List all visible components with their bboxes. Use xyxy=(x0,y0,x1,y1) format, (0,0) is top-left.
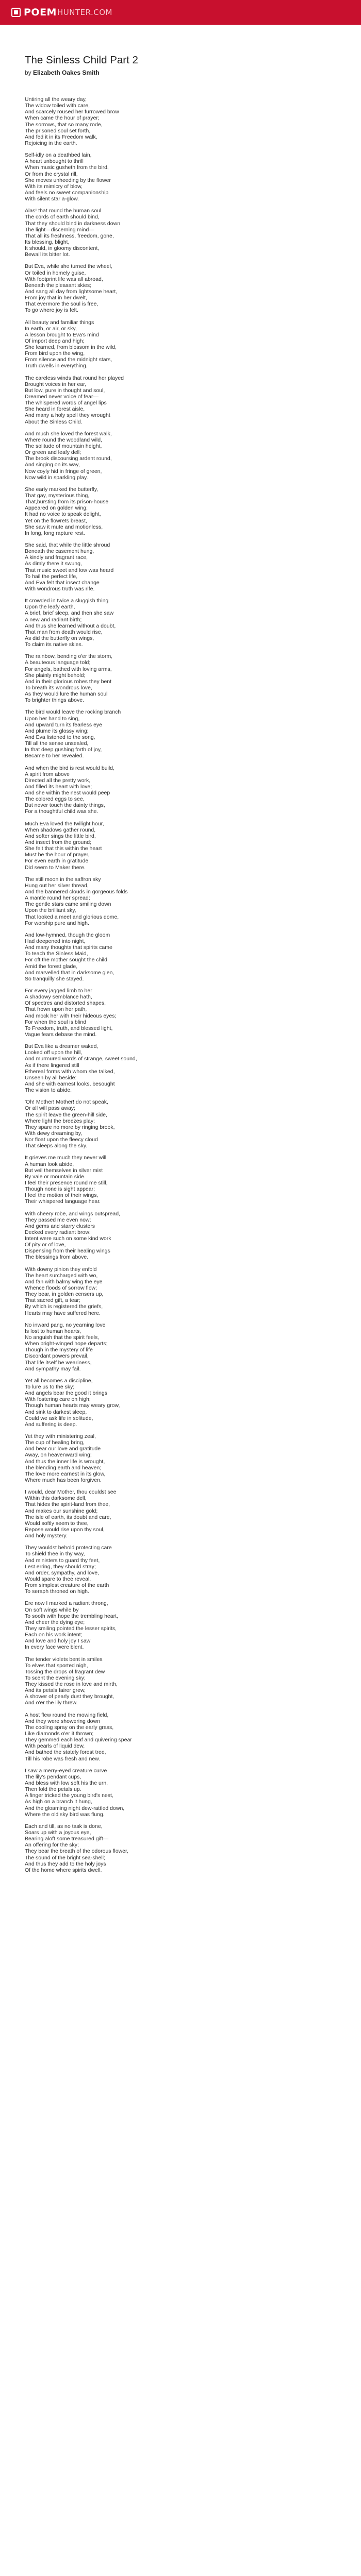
poem-line: Dispensing from their healing wings xyxy=(25,1248,110,1255)
poem-line: But low, pure in thought and soul, xyxy=(25,387,105,394)
logo-main-text: POEM xyxy=(24,7,57,18)
poem-line: The brook discoursing ardent round, xyxy=(25,455,112,462)
poem-line: The rainbow, bending o'er the storm, xyxy=(25,653,113,660)
poem-line: And she within the nest would peep xyxy=(25,790,110,796)
poem-line: And thus she learned without a doubt, xyxy=(25,622,116,629)
poem-stanza xyxy=(25,932,334,982)
poem-line: Beneath the pleasant skies; xyxy=(25,282,92,289)
poem-line: And its petals fairer grew, xyxy=(25,1687,86,1694)
poem-line: Nor float upon the fleecy cloud xyxy=(25,1137,98,1143)
poem-line: With dewy dreaming by, xyxy=(25,1130,83,1137)
poem-line: And scarcely roused her furrowed brow xyxy=(25,109,119,115)
poem-byline xyxy=(25,69,334,77)
poem-line: With footprint life was all abroad, xyxy=(25,276,103,282)
poem-line: Amid the forest glade, xyxy=(25,963,78,970)
poem-line: And in their glorious robes they bent xyxy=(25,678,112,685)
poem-line: The heart surcharged with wo, xyxy=(25,1272,98,1279)
poem-line: That life itself be weariness, xyxy=(25,1359,92,1366)
poem-line: Now coyly hid in fringe of green, xyxy=(25,468,102,474)
poem-line: And fed it in its Freedom walk, xyxy=(25,133,97,140)
poem-line: Upon the brilliant sky, xyxy=(25,907,76,914)
poem-line: And singing on its way, xyxy=(25,462,80,468)
poem-line: Appeared on golden wing; xyxy=(25,505,88,512)
poem-stanza xyxy=(25,1043,334,1093)
poem-stanza xyxy=(25,1600,334,1650)
poem-line: To sooth with hope the trembling heart, xyxy=(25,1613,118,1619)
poem-line: I would, dear Mother, thou couldst see xyxy=(25,1489,117,1496)
poem-line: She felt that this within the heart xyxy=(25,845,102,852)
poem-line: And sang all day from lightsome heart, xyxy=(25,288,118,295)
poem-line: 'Oh! Mother! Mother! do not speak, xyxy=(25,1099,108,1106)
poem-line: On soft wings while by xyxy=(25,1606,79,1613)
poem-line: With silent star a-glow. xyxy=(25,196,79,202)
poem-line: And suffering is deep. xyxy=(25,1421,77,1428)
poem-line: They spare no more by ringing brook, xyxy=(25,1124,115,1130)
poem-line: Self-idly on a deathbed lain, xyxy=(25,152,92,159)
poem-line: Bearing aloft some treasured gift— xyxy=(25,1836,109,1842)
poem-line: Had deepened into night, xyxy=(25,938,86,945)
poem-line: But veil themselves in silver mist xyxy=(25,1167,103,1174)
poem-line: Though human hearts may weary grow, xyxy=(25,1402,120,1409)
poem-line: The sound of the bright sea-shell; xyxy=(25,1854,105,1861)
poem-line: To shield thee in thy way, xyxy=(25,1551,85,1557)
site-logo-link[interactable] xyxy=(11,7,112,18)
poem-line: And bless with low soft his the urn, xyxy=(25,1780,108,1787)
poem-line: And they were showering down xyxy=(25,1718,100,1724)
poem-line: They kissed the rose in love and mirth, xyxy=(25,1681,118,1688)
poem-line: She heard in forest aisle, xyxy=(25,406,85,413)
poem-line: For angels, bathed with loving arms, xyxy=(25,666,112,672)
poem-line: The bird would leave the rocking branch xyxy=(25,709,121,716)
poem-line: They wouldst behold protecting care xyxy=(25,1545,112,1551)
poem-line: That they should bind in darkness down xyxy=(25,220,121,227)
logo-icon xyxy=(11,8,21,17)
poem-line: The blessings from above. xyxy=(25,1254,89,1261)
poem-line: It had no voice to speak delight, xyxy=(25,511,101,518)
poem-line: That evermore the soul is free, xyxy=(25,301,99,308)
poem-line: To claim its native skies. xyxy=(25,641,83,648)
poem-line: And Eva listened to the song, xyxy=(25,734,95,740)
poem-line: The widow toiled with care, xyxy=(25,103,90,109)
poem-stanza xyxy=(25,988,334,1038)
poem-line: She moves unheeding by the flower xyxy=(25,177,111,183)
poem-content xyxy=(0,25,334,1873)
poem-line: By vale or mountain side. xyxy=(25,1173,86,1180)
poem-line: Or from the crystal rill, xyxy=(25,171,78,177)
poem-line: That all its freshness, freedom, gone, xyxy=(25,232,114,239)
poem-line: She plainly might behold; xyxy=(25,672,86,679)
poem-line: And mock her with their hideous eyes; xyxy=(25,1012,117,1019)
poem-line: And marvelled that in darksome glen, xyxy=(25,969,114,976)
poem-line: To lure us to the sky; xyxy=(25,1384,75,1391)
poem-stanza xyxy=(25,821,334,871)
poem-line: As did the butterfly on wings, xyxy=(25,635,94,641)
poem-line: With downy pinion they enfold xyxy=(25,1266,97,1273)
poem-stanza xyxy=(25,542,334,592)
poem-line: They passed me even now; xyxy=(25,1216,91,1223)
poem-line: And filled its heart with love; xyxy=(25,783,92,790)
poem-line: To brighter things above. xyxy=(25,697,84,704)
poem-line: And much she loved the forest walk, xyxy=(25,430,112,437)
poem-line: When came the hour of prayer; xyxy=(25,115,100,122)
poem-line: The love more earnest in its glow, xyxy=(25,1470,106,1477)
poem-line: In long, long rapture rest. xyxy=(25,530,85,536)
poem-stanza xyxy=(25,375,334,425)
poem-line: The still moon in the saffron sky xyxy=(25,876,101,883)
poem-line: She early marked the butterfly, xyxy=(25,486,99,493)
poem-line: Of pity or of love, xyxy=(25,1242,66,1248)
poem-line: That music sweet and low was heard xyxy=(25,567,114,573)
poem-stanza xyxy=(25,1266,334,1316)
poem-line: For even earth in gratitude xyxy=(25,858,89,865)
poem-line: The blending earth and heaven; xyxy=(25,1464,102,1471)
poem-line: And plume its glossy wing; xyxy=(25,727,89,734)
poem-line: From bird upon the wing, xyxy=(25,350,85,357)
poem-line: She learned, from blossom in the wild, xyxy=(25,344,117,351)
poem-line: To Freedom, truth, and blessed light, xyxy=(25,1025,113,1031)
poem-line: I feel the motion of their wings, xyxy=(25,1192,99,1199)
poem-line: Intent were such on some kind work xyxy=(25,1235,111,1242)
poem-line: A shadowy semblance hath, xyxy=(25,994,92,1001)
poem-line: And she with earnest looks, besought xyxy=(25,1080,115,1087)
poem-line: In that deep gushing forth of joy, xyxy=(25,747,102,753)
poem-stanza xyxy=(25,1378,334,1428)
poem-line: That hides the spirit-land from thee, xyxy=(25,1501,110,1508)
poem-body xyxy=(25,96,334,1873)
poem-stanza xyxy=(25,1099,334,1149)
poem-line: Ere now I marked a radiant throng, xyxy=(25,1600,108,1607)
poem-line: To elves that sported nigh, xyxy=(25,1662,88,1669)
poem-line: Tossing the drops of fragrant dew xyxy=(25,1668,105,1675)
poem-line: And insect from the ground; xyxy=(25,839,91,846)
poem-line: It crowded in twice a sluggish thing xyxy=(25,598,109,604)
poem-line: They gemmed each leaf and quivering spear xyxy=(25,1737,132,1743)
poem-stanza xyxy=(25,1433,334,1483)
poem-line: Must be the hour of prayer, xyxy=(25,852,90,858)
poem-stanza xyxy=(25,765,334,815)
poem-line: And holy mystery. xyxy=(25,1533,68,1539)
poem-line: And makes our sunshine gold; xyxy=(25,1507,98,1514)
poem-line: Unseen by all beside: xyxy=(25,1074,77,1081)
poem-line: Would softly seem to thee, xyxy=(25,1520,89,1527)
poem-line: Or green and leafy dell; xyxy=(25,449,81,456)
poem-line: Bewail its bitter lot. xyxy=(25,251,70,258)
poem-line: That sleeps along the sky. xyxy=(25,1143,88,1149)
poem-stanza xyxy=(25,653,334,703)
poem-line: That frown upon her path, xyxy=(25,1006,87,1013)
poem-line: For oft the mother sought the child xyxy=(25,957,107,963)
poem-line: Discordant powers prevail, xyxy=(25,1353,89,1360)
poem-line: With wondrous truth was rife. xyxy=(25,585,95,592)
poem-line: Or all will pass away; xyxy=(25,1105,76,1112)
poem-line: The vision to abide. xyxy=(25,1087,72,1094)
poem-line: Within this darksome dell, xyxy=(25,1495,87,1502)
poem-line: For a thoughtful child was she. xyxy=(25,808,99,815)
poem-author: Elizabeth Oakes Smith xyxy=(33,69,100,76)
poem-line: Upon her hand to sing, xyxy=(25,715,80,722)
poem-line: Decked every radiant brow: xyxy=(25,1229,91,1235)
poem-line: And when the bird is rest would build, xyxy=(25,765,114,771)
poem-line: Whence floods of sorrow flow; xyxy=(25,1285,97,1292)
poem-line: The colored eggs to see, xyxy=(25,796,85,803)
poem-stanza xyxy=(25,208,334,258)
poem-line: Became to her revealed. xyxy=(25,753,84,759)
poem-stanza xyxy=(25,1211,334,1261)
poem-line: Where the old sky bird was flung. xyxy=(25,1811,105,1818)
poem-line: For every jagged limb to her xyxy=(25,988,92,994)
poem-line: The prisoned soul set forth, xyxy=(25,127,91,134)
poem-line: And thus they add to the holy joys xyxy=(25,1860,106,1867)
poem-line: With pearls of liquid dew, xyxy=(25,1743,85,1750)
poem-line: An offering for the sky; xyxy=(25,1842,79,1849)
poem-line: So tranquilly she stayed. xyxy=(25,975,84,982)
poem-line: Their whispered language hear. xyxy=(25,1198,101,1205)
poem-line: And Eva felt that insect change xyxy=(25,579,100,586)
poem-line: The cup of healing bring, xyxy=(25,1439,85,1446)
poem-line: The light—discerning mind— xyxy=(25,226,94,233)
poem-line: Rejoicing in the earth. xyxy=(25,140,77,146)
poem-line: No anguish that the spirit feels, xyxy=(25,1334,100,1341)
poem-line: Would spare to thee reveal, xyxy=(25,1575,91,1582)
poem-line: A human look abide, xyxy=(25,1161,74,1167)
poem-line: It should, in gloomy discontent, xyxy=(25,245,100,252)
poem-stanza xyxy=(25,263,334,313)
poem-line: Of the home where spirits dwell. xyxy=(25,1867,102,1873)
poem-line: And many a holy spell they wrought xyxy=(25,412,110,419)
poem-line: The sorrows, that so many rode, xyxy=(25,121,103,128)
poem-line: Each and till, as no task is done, xyxy=(25,1823,103,1829)
poem-line: Is lost to human hearts, xyxy=(25,1328,81,1334)
poem-stanza xyxy=(25,486,334,536)
poem-line: And angels bear the good it brings xyxy=(25,1390,107,1397)
poem-line: Directed all the pretty work, xyxy=(25,777,91,784)
poem-line: But Eva like a dreamer waked, xyxy=(25,1043,99,1050)
poem-line: When bright-winged hope departs; xyxy=(25,1341,108,1347)
poem-line: The careless winds that round her played xyxy=(25,375,124,381)
poem-stanza xyxy=(25,1155,334,1205)
poem-line: And ministers to guard thy feet, xyxy=(25,1557,100,1564)
poem-line: Then fold the petals up. xyxy=(25,1786,81,1793)
poem-line: To go where joy is felt. xyxy=(25,307,78,314)
poem-line: The lily's pendant cups, xyxy=(25,1773,81,1780)
poem-line: To hail the perfect life, xyxy=(25,573,78,580)
poem-line: A host flew round the mowing field, xyxy=(25,1711,109,1718)
poem-line: That,bursting from its prison-house xyxy=(25,499,109,505)
poem-line: From silence and the midnight stars, xyxy=(25,357,112,363)
poem-line: Like diamonds o'er it thrown; xyxy=(25,1731,94,1737)
poem-line: The tender violets bent in smiles xyxy=(25,1656,103,1663)
poem-line: The solitude of mountain height, xyxy=(25,443,102,450)
poem-line: And order, sympathy, and love, xyxy=(25,1569,99,1576)
poem-line: I feel their presence round me still, xyxy=(25,1179,108,1186)
poem-line: And gems and starry clusters xyxy=(25,1223,95,1229)
poem-line: Soars up with a joyous eye, xyxy=(25,1829,91,1836)
poem-line: And bathed the stately forest tree, xyxy=(25,1749,106,1756)
poem-line: Could we ask life in solitude, xyxy=(25,1415,93,1421)
poem-line: Untiring all the weary day, xyxy=(25,96,87,103)
poem-line: And o'er the lily threw. xyxy=(25,1700,78,1706)
poem-line: A new and radiant birth; xyxy=(25,616,82,623)
poem-line: And many thoughts that spirits came xyxy=(25,944,112,951)
poem-line: A mantle round her spread; xyxy=(25,895,90,902)
poem-stanza xyxy=(25,96,334,146)
poem-line: A finger tricked the young bird's nest, xyxy=(25,1792,113,1799)
poem-line: The cooling spray on the early grass, xyxy=(25,1724,114,1731)
poem-line: And the bannered clouds in gorgeous folds xyxy=(25,889,128,895)
poem-line: Now wild in sparkling play. xyxy=(25,474,88,481)
poem-line: Brought voices in her ear, xyxy=(25,381,87,387)
poem-line: With its mimicry of blow, xyxy=(25,183,83,190)
poem-line: To seraph throned on high. xyxy=(25,1588,89,1595)
poem-line: Till his robe was fresh and new. xyxy=(25,1755,101,1762)
poem-line: A spirit from above xyxy=(25,771,70,777)
poem-line: Away, on heavenward wing; xyxy=(25,1452,92,1459)
byline-prefix: by xyxy=(25,69,34,76)
poem-line: A brief, brief sleep, and then she saw xyxy=(25,610,114,617)
poem-line: A heart unbought to thrill xyxy=(25,158,84,165)
poem-line: Or toiled in homely guise, xyxy=(25,269,86,276)
poem-line: And thus the inner life is wrought, xyxy=(25,1458,105,1465)
poem-line: To scent the evening sky; xyxy=(25,1674,86,1681)
poem-line: With fostering care on high; xyxy=(25,1396,91,1403)
poem-line: And love and holy joy I saw xyxy=(25,1638,91,1645)
poem-line: In earth, or air, or sky, xyxy=(25,325,77,332)
poem-line: Vague fears debase the mind. xyxy=(25,1031,97,1038)
poem-line: And murmured words of strange, sweet sound, xyxy=(25,1056,137,1062)
poem-stanza xyxy=(25,1322,334,1372)
poem-line: And sympathy may fail. xyxy=(25,1365,81,1372)
poem-line: The isle of earth, its doubt and care, xyxy=(25,1514,111,1520)
poem-stanza xyxy=(25,152,334,202)
poem-line: Hearts may have suffered here. xyxy=(25,1310,101,1316)
poem-line: Alas! that round the human soul xyxy=(25,208,102,214)
poem-line: For when the soul is blind xyxy=(25,1019,87,1025)
poem-stanza xyxy=(25,431,334,481)
poem-line: Upon the leafy earth, xyxy=(25,604,75,611)
poem-line: Beneath the casement hung, xyxy=(25,548,94,555)
site-header xyxy=(0,0,361,25)
poem-line: Dreamed never voice of fear— xyxy=(25,394,99,400)
poem-line: Where much has been forgiven. xyxy=(25,1477,102,1483)
poem-line: To breath its wondrous love, xyxy=(25,684,92,691)
poem-stanza xyxy=(25,1545,334,1595)
poem-line: Hung out her silver thread, xyxy=(25,882,89,889)
poem-line: Did seem to Maker there. xyxy=(25,864,86,871)
poem-line: When shadows gather round, xyxy=(25,826,96,833)
poem-line: Truth dwells in everything. xyxy=(25,363,88,369)
poem-line: The spirit leave the green-hill side, xyxy=(25,1111,107,1118)
poem-line: But never touch the dainty things, xyxy=(25,802,105,809)
poem-line: Looked off upon the hill, xyxy=(25,1049,83,1056)
poem-line: A shower of pearly dust they brought, xyxy=(25,1693,114,1700)
poem-line: She said, that while the little shroud xyxy=(25,542,110,548)
poem-line: A lesson brought to Eva's mind xyxy=(25,331,99,338)
poem-line: Though in the mystery of life xyxy=(25,1347,93,1353)
poem-line: They bear the breath of the odorous flower, xyxy=(25,1848,128,1855)
poem-line: With cheery robe, and wings outspread, xyxy=(25,1210,121,1217)
poem-stanza xyxy=(25,1823,334,1873)
poem-stanza xyxy=(25,1768,334,1818)
poem-line: Yet they with ministering zeal, xyxy=(25,1433,96,1439)
poem-line: Of import deep and high; xyxy=(25,337,85,344)
poem-line: That man from death would rise, xyxy=(25,629,103,635)
poem-line: As dimly there it swung, xyxy=(25,561,82,567)
poem-line: That gay, mysterious thing, xyxy=(25,493,90,499)
poem-line: From joy that in her dwelt, xyxy=(25,295,87,301)
poem-stanza xyxy=(25,1489,334,1539)
poem-line: The cords of earth should bind, xyxy=(25,214,100,221)
poem-line: In every face were blent. xyxy=(25,1644,84,1651)
poem-stanza xyxy=(25,1656,334,1706)
poem-line: A beauteous language told; xyxy=(25,659,91,666)
poem-title: The Sinless Child Part 2 xyxy=(25,54,138,66)
poem-line: As high on a branch it hung, xyxy=(25,1799,92,1805)
poem-line: No inward pang, no yearning love xyxy=(25,1321,106,1328)
poem-stanza xyxy=(25,1712,334,1762)
poem-line: She saw it mute and motionless, xyxy=(25,523,103,530)
poem-line: Where light the breezes play; xyxy=(25,1117,95,1124)
poem-line: And fan with balmy wing the eye xyxy=(25,1278,103,1285)
poem-line: For worship pure and high. xyxy=(25,920,89,926)
poem-line: That looked a meet and glorious dome, xyxy=(25,913,119,920)
poem-line: I saw a merry-eyed creature curve xyxy=(25,1767,107,1774)
poem-line: And low-hymned, though the gloom xyxy=(25,931,110,938)
poem-line: Each on his work intent; xyxy=(25,1632,83,1638)
poem-line: Though none is sight appear; xyxy=(25,1186,95,1193)
poem-stanza xyxy=(25,876,334,926)
poem-line: And upward turn its fearless eye xyxy=(25,721,102,728)
poem-line: Till all the sense unsealed, xyxy=(25,740,89,747)
poem-line: They bear, in golden censers up, xyxy=(25,1291,104,1298)
poem-line: And cheer the dying eye; xyxy=(25,1619,85,1625)
poem-stanza xyxy=(25,709,334,759)
poem-line: Repose would rise upon thy soul, xyxy=(25,1526,105,1533)
poem-line: But Eva, while she turned the wheel, xyxy=(25,263,112,270)
poem-stanza xyxy=(25,598,334,648)
poem-line: Where round the woodland wild, xyxy=(25,436,103,443)
poem-line: As they would lure the human soul xyxy=(25,691,108,698)
poem-line: Yet all becomes a discipline, xyxy=(25,1377,93,1384)
poem-line: By which is registered the griefs, xyxy=(25,1303,103,1310)
poem-line: Of spectres and distorted shapes, xyxy=(25,1000,106,1007)
poem-line: The whispered words of angel lips xyxy=(25,400,107,406)
poem-line: As if there lingered still xyxy=(25,1062,79,1069)
poem-line: And feels no sweet companionship xyxy=(25,189,109,196)
poem-line: All beauty and familiar things xyxy=(25,319,94,326)
poem-line: About the Sinless Child. xyxy=(25,418,83,425)
poem-line: And bear our love and gratitude xyxy=(25,1446,101,1452)
poem-line: Much Eva loved the twilight hour, xyxy=(25,820,104,827)
logo-sub-text: HUNTER.COM xyxy=(57,8,112,17)
poem-line: When music gusheth from the bird, xyxy=(25,164,109,171)
poem-line: Its blessing, blight, xyxy=(25,239,70,245)
poem-line: It grieves me much they never will xyxy=(25,1155,107,1161)
poem-line: From simplest creature of the earth xyxy=(25,1582,109,1589)
poem-line: And softer sings the little bird, xyxy=(25,833,96,839)
poem-line: A kindly and fragrant race, xyxy=(25,554,88,561)
poem-line: The gentle stars came smiling down xyxy=(25,901,111,908)
poem-line: Yet on the flowrets breast, xyxy=(25,517,88,524)
poem-line: Lest erring, they should stray; xyxy=(25,1563,96,1570)
poem-line: And sink to darkest sleep, xyxy=(25,1409,87,1415)
poem-line: That sacred gift, a tear; xyxy=(25,1297,80,1304)
poem-line: They smiling pointed the lesser spirits, xyxy=(25,1625,117,1632)
poem-line: To teach the Sinless Maid, xyxy=(25,951,88,957)
poem-line: And the gloaming night dew-rattled down, xyxy=(25,1805,125,1811)
poem-stanza xyxy=(25,319,334,369)
poem-line: Ethereal forms with whom she talked, xyxy=(25,1068,115,1075)
